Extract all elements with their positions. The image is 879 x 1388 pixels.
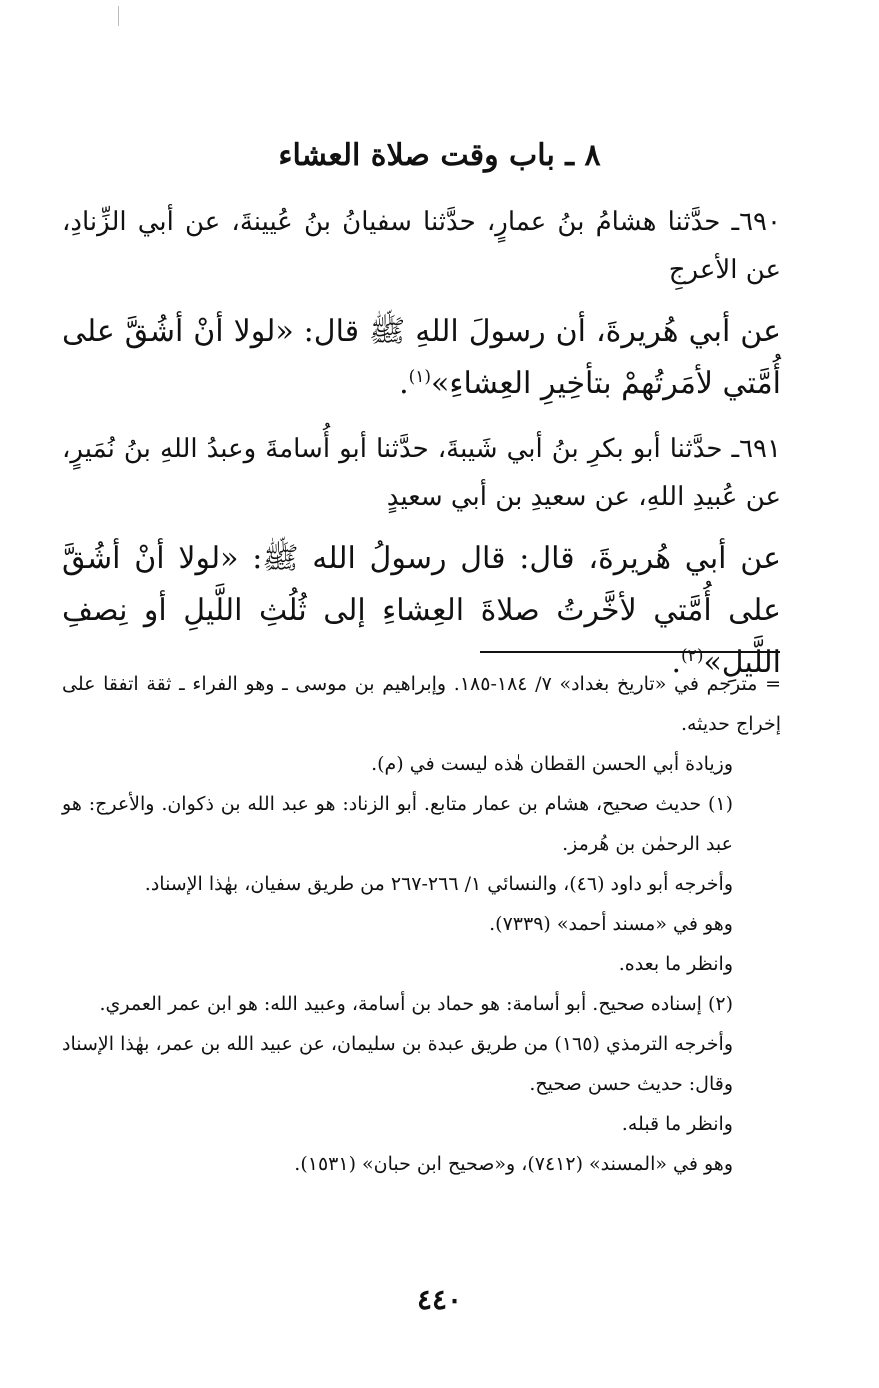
hadith-690-end: . — [399, 366, 409, 401]
footnote-line: وزيادة أبي الحسن القطان هٰذه ليست في (م). — [371, 753, 733, 775]
footnote-1: (١) حديث صحيح، هشام بن عمار متابع. أبو الزناد: هو عبد الله بن ذكوان. والأعرج: هو عبد الرحمٰن بن هُرمز. — [62, 793, 733, 855]
footnote-marker-1: (١) — [408, 367, 432, 387]
footnote-line: وانظر ما قبله. — [621, 1113, 733, 1135]
footnote-continuation: = مترجم في «تاريخ بغداد» ٧/ ١٨٤-١٨٥. وإبراهيم بن موسى ـ وهو الفراء ـ ثقة اتفقا على إخراج حديثه. — [62, 673, 781, 735]
page-number: ٤٤٠ — [416, 1283, 463, 1316]
hadith-691-isnad: ٦٩١ـ حدَّثنا أبو بكرِ بنُ أبي شَيبةَ، حدَّثنا أبو أُسامةَ وعبدُ اللهِ بنُ نُمَيرٍ، عن عُبيدِ اللهِ، عن سعيدِ بن أبي سعيدٍ — [62, 434, 781, 512]
hadith-691-end: . — [671, 645, 682, 680]
footnote-line: وانظر ما بعده. — [618, 953, 733, 975]
footnote-line: وأخرجه الترمذي (١٦٥) من طريق عبدة بن سليمان، عن عبيد الله بن عمر، بهٰذا الإسناد وقال: حديث حسن صحيح. — [62, 1033, 733, 1095]
footnote-line: وهو في «المسند» (٧٤١٢)، و«صحيح ابن حبان» (١٥٣١). — [294, 1153, 733, 1175]
footnote-2: (٢) إسناده صحيح. أبو أسامة: هو حماد بن أسامة، وعبيد الله: هو ابن عمر العمري. — [99, 993, 733, 1015]
chapter-title: ٨ ـ باب وقت صلاة العشاء — [278, 138, 601, 173]
footnote-line: وهو في «مسند أحمد» (٧٣٣٩). — [489, 913, 733, 935]
hadith-691-text: عن أبي هُريرةَ، قال: قال رسولُ الله ﷺ: «لولا أنْ أشُقَّ على أُمَّتي لأخَّرتُ صلاةَ العِشاءِ إلى ثُلُثِ اللَّيلِ أو نِصفِ اللَّيلِ» — [62, 541, 781, 680]
footnote-line: وأخرجه أبو داود (٤٦)، والنسائي ١/ ٢٦٦-٢٦٧ من طريق سفيان، بهٰذا الإسناد. — [144, 873, 733, 895]
hadith-690-isnad: ٦٩٠ـ حدَّثنا هشامُ بنُ عمارٍ، حدَّثنا سفيانُ بنُ عُيينةَ، عن أبي الزِّنادِ، عن الأعرجِ — [62, 207, 781, 285]
hadith-690-matn — [62, 306, 781, 410]
footnote-separator — [480, 651, 780, 653]
footnote-marker-2: (٢) — [681, 646, 704, 666]
page-edge-mark — [118, 6, 127, 26]
hadith-690-text: عن أبي هُريرةَ، أن رسولَ اللهِ ﷺ قال: «لولا أنْ أشُقَّ على أُمَّتي لأمَرتُهمْ بتأخِيرِ العِشاءِ» — [62, 314, 781, 401]
footnotes — [62, 664, 781, 1184]
